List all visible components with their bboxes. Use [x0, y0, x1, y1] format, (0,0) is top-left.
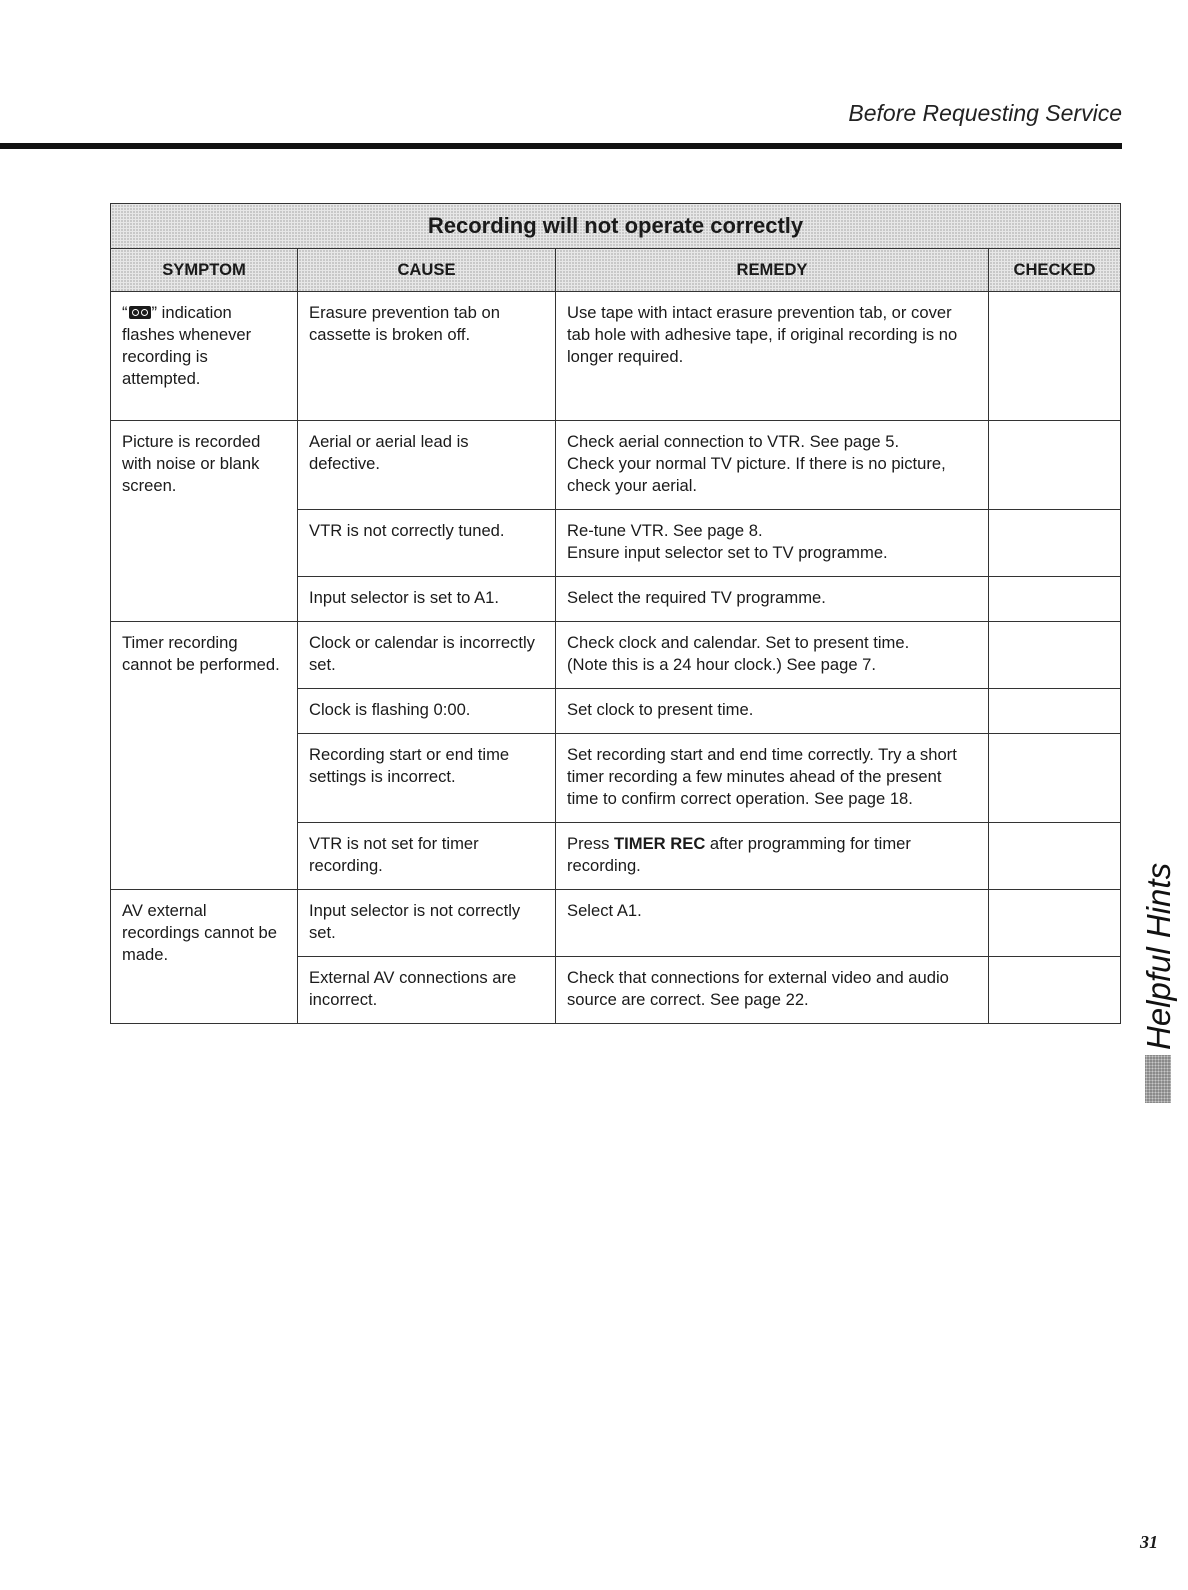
table-row	[111, 890, 1121, 957]
cause-cell: Recording start or end time settings is incorrect.	[298, 734, 556, 823]
checked-cell[interactable]	[989, 421, 1121, 510]
page-header-title: Before Requesting Service	[848, 100, 1122, 126]
cause-cell: Erasure prevention tab on cassette is broken off.	[298, 292, 556, 421]
remedy-cell: Check that connections for external video and audio source are correct. See page 22.	[556, 957, 989, 1024]
cause-cell: VTR is not correctly tuned.	[298, 510, 556, 577]
header-rule	[0, 143, 1122, 149]
cause-cell: Aerial or aerial lead is defective.	[298, 421, 556, 510]
checked-cell[interactable]	[989, 510, 1121, 577]
side-tab-label: Helpful Hints	[1140, 862, 1177, 1050]
cassette-tape-icon	[129, 306, 151, 319]
timer-rec-label: TIMER REC	[614, 834, 706, 853]
remedy-line: Check clock and calendar. Set to present time.	[567, 633, 910, 652]
cause-cell: VTR is not set for timer recording.	[298, 823, 556, 890]
cause-cell: Clock or calendar is incorrectly set.	[298, 622, 556, 689]
remedy-cell: Set recording start and end time correctly. Try a short timer recording a few minutes ahead of the present time to confirm correct operation. See page 18.	[556, 734, 989, 823]
remedy-cell: Set clock to present time.	[556, 689, 989, 734]
remedy-line: Check aerial connection to VTR. See page 5.	[567, 432, 900, 451]
column-header-cause: CAUSE	[298, 249, 556, 292]
table-row	[111, 421, 1121, 510]
remedy-cell	[556, 622, 989, 689]
remedy-cell: Use tape with intact erasure prevention tab, or cover tab hole with adhesive tape, if original recording is no longer required.	[556, 292, 989, 421]
checked-cell[interactable]	[989, 890, 1121, 957]
checked-cell[interactable]	[989, 957, 1121, 1024]
checked-cell[interactable]	[989, 689, 1121, 734]
symptom-cell: Timer recording cannot be performed.	[111, 622, 298, 890]
symptom-cell: AV external recordings cannot be made.	[111, 890, 298, 1024]
remedy-cell	[556, 421, 989, 510]
page-number: 31	[1140, 1532, 1158, 1552]
remedy-line: Check your normal TV picture. If there is no picture, check your aerial.	[567, 454, 946, 495]
checked-cell[interactable]	[989, 734, 1121, 823]
remedy-line: (Note this is a 24 hour clock.) See page 7.	[567, 655, 876, 674]
remedy-cell	[556, 823, 989, 890]
checked-cell[interactable]	[989, 577, 1121, 622]
cause-cell: Input selector is not correctly set.	[298, 890, 556, 957]
remedy-text: Press	[567, 834, 615, 853]
side-tab-marker	[1145, 1055, 1171, 1103]
remedy-line: Ensure input selector set to TV programme.	[567, 543, 888, 562]
cause-cell: Input selector is set to A1.	[298, 577, 556, 622]
table-row	[111, 622, 1121, 689]
remedy-text: after programming for timer recording.	[567, 834, 911, 875]
remedy-cell	[556, 510, 989, 577]
table-row	[111, 292, 1121, 421]
cause-cell: External AV connections are incorrect.	[298, 957, 556, 1024]
symptom-cell: Picture is recorded with noise or blank screen.	[111, 421, 298, 622]
checked-cell[interactable]	[989, 292, 1121, 421]
symptom-text: ” indication flashes whenever recording is attempted.	[122, 303, 252, 388]
checked-cell[interactable]	[989, 622, 1121, 689]
checked-cell[interactable]	[989, 823, 1121, 890]
troubleshooting-table	[110, 203, 1121, 1024]
cause-cell: Clock is flashing 0:00.	[298, 689, 556, 734]
column-header-checked: CHECKED	[989, 249, 1121, 292]
remedy-cell: Select the required TV programme.	[556, 577, 989, 622]
symptom-cell	[111, 292, 298, 421]
remedy-line: Re-tune VTR. See page 8.	[567, 521, 763, 540]
quote-mark: “	[122, 303, 128, 322]
column-header-symptom: SYMPTOM	[111, 249, 298, 292]
remedy-cell: Select A1.	[556, 890, 989, 957]
column-header-remedy: REMEDY	[556, 249, 989, 292]
table-title: Recording will not operate correctly	[111, 204, 1121, 249]
